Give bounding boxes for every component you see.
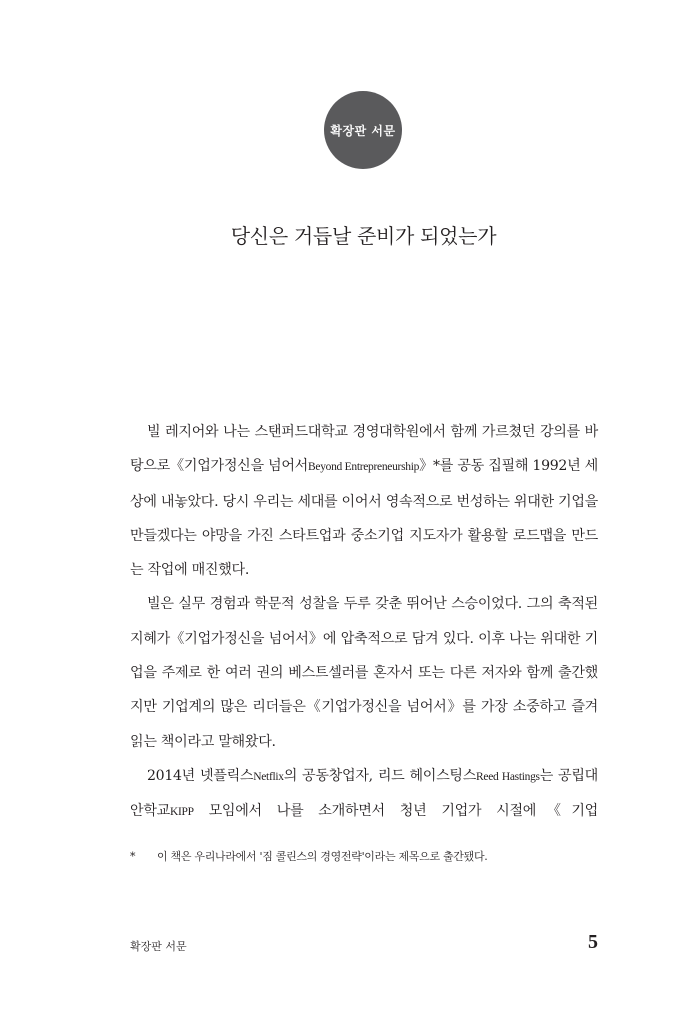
paragraph-1-text-c: 》*를 공동 집필해 1992년 세상에 내놓았다. 당시 우리는 세대를 이어서 영속적으로 번성하는 위대한 기업을 만들겠다는 야망을 가진 스타트업과 중소기업 지도자가 활용할 로드맵을 만드는 작업에 매진했다. [130,458,598,579]
paragraph-3-text-c: 의 공동창업자, 리드 헤이스팅스 [283,767,477,784]
footnote-text: 이 책은 우리나라에서 '짐 콜린스의 경영전략'이라는 제목으로 출간됐다. [157,850,488,863]
paragraph-3 [130,759,598,830]
english-name-kipp: KIPP [169,806,194,819]
section-badge [324,91,402,169]
paragraph-3-text-a: 2014년 넷플릭스 [147,767,254,784]
english-title-beyond-entrepreneurship: Beyond Entrepreneurship [308,461,420,474]
footnote-mark: * [130,850,136,863]
section-badge-label: 확장판 서문 [330,123,396,138]
paragraph-1 [130,415,598,587]
body-text [130,415,598,830]
english-name-netflix: Netflix [253,770,284,783]
paragraph-1-text-a: 빌 레지어와 나는 스탠퍼드대학교 경영대학원에서 함께 가르쳤던 강의를 바탕으로《기업가정신을 넘어서 [130,424,598,475]
paragraph-3-text-g: 모임에서 나를 소개하면서 청년 기업가 시절에《기업 [193,803,598,820]
footnote [130,848,598,864]
paragraph-2: 빌은 실무 경험과 학문적 성찰을 두루 갖춘 뛰어난 스승이었다. 그의 축적된 지혜가《기업가정신을 넘어서》에 압축적으로 담겨 있다. 이후 나는 위대한 기업을 주제로 한 여러 권의 베스트셀러를 혼자서 또는 다른 저자와 함께 출간했지만 기업계의 많은 리더들은《기업가정신을 넘어서》를 가장 소중하고 즐겨 읽는 책이라고 말해왔다. [130,596,598,750]
page-number: 5 [588,931,598,953]
paragraph-3-text-e: 는 공립대안학교 [130,767,598,820]
page-title: 당신은 거듭날 준비가 되었는가 [230,224,497,248]
english-name-reed-hastings: Reed Hastings [476,770,540,783]
running-head: 확장판 서문 [130,940,187,953]
